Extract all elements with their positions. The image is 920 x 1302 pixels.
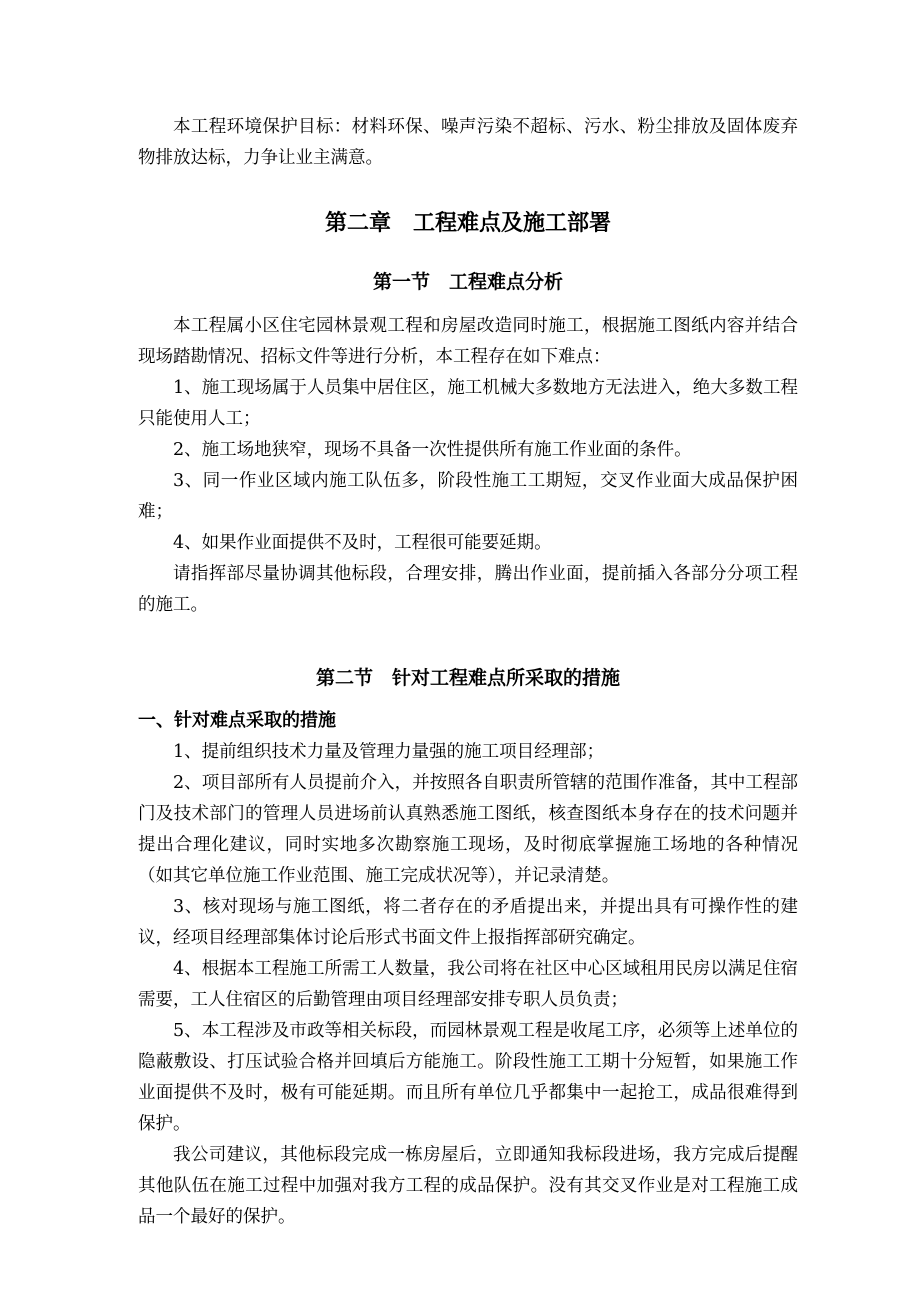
section1-body (138, 311, 798, 621)
section1-title: 第一节 工程难点分析 (372, 271, 563, 293)
section1-paragraph: 请指挥部尽量协调其他标段，合理安排，腾出作业面，提前插入各部分分项工程的施工。 (138, 564, 798, 615)
section2-paragraph: 4、根据本工程施工所需工人数量，我公司将在社区中心区域租用民房以满足住宿需要，工人住宿区的后勤管理由项目经理部安排专职人员负责； (138, 959, 798, 1010)
section2-paragraph: 1、提前组织技术力量及管理力量强的施工项目经理部； (173, 742, 605, 762)
chapter-title: 第二章 工程难点及施工部署 (324, 211, 611, 236)
section1-paragraph: 1、施工现场属于人员集中居住区，施工机械大多数地方无法进入，绝大多数工程只能使用人工； (138, 378, 798, 429)
section1-paragraph: 4、如果作业面提供不及时，工程很可能要延期。 (173, 533, 552, 553)
section2-paragraph: 我公司建议，其他标段完成一栋房屋后，立即通知我标段进场，我方完成后提醒其他队伍在施工过程中加强对我方工程的成品保护。没有其交叉作业是对工程施工成品一个最好的保护。 (138, 1145, 798, 1227)
section2-subtitle: 一、针对难点采取的措施 (138, 710, 336, 731)
section2-body (138, 737, 798, 1233)
section2-paragraph: 2、项目部所有人员提前介入，并按照各自职责所管辖的范围作准备，其中工程部门及技术部门的管理人员进场前认真熟悉施工图纸，核查图纸本身存在的技术问题并提出合理化建议，同时实地多次勘察施工现场，及时彻底掌握施工场地的各种情况（如其它单位施工作业范围、施工完成状况等），并记录清楚。 (138, 773, 798, 886)
section2-paragraph: 3、核对现场与施工图纸，将二者存在的矛盾提出来，并提出具有可操作性的建议，经项目经理部集体讨论后形式书面文件上报指挥部研究确定。 (138, 897, 798, 948)
section1-paragraph: 3、同一作业区域内施工队伍多，阶段性施工工期短，交叉作业面大成品保护困难； (138, 471, 798, 522)
intro-block (138, 112, 798, 174)
section1-paragraph: 2、施工场地狭窄，现场不具备一次性提供所有施工作业面的条件。 (173, 440, 692, 460)
section2-title: 第二节 针对工程难点所采取的措施 (315, 667, 620, 689)
section1-paragraph: 本工程属小区住宅园林景观工程和房屋改造同时施工，根据施工图纸内容并结合现场踏勘情况、招标文件等进行分析，本工程存在如下难点： (138, 316, 798, 367)
section2-paragraph: 5、本工程涉及市政等相关标段，而园林景观工程是收尾工序，必须等上述单位的隐蔽敷设、打压试验合格并回填后方能施工。阶段性施工工期十分短暂，如果施工作业面提供不及时，极有可能延期。而且所有单位几乎都集中一起抢工，成品很难得到保护。 (138, 1021, 798, 1134)
env-goal-paragraph: 本工程环境保护目标：材料环保、噪声污染不超标、污水、粉尘排放及固体废弃物排放达标，力争让业主满意。 (138, 117, 798, 168)
